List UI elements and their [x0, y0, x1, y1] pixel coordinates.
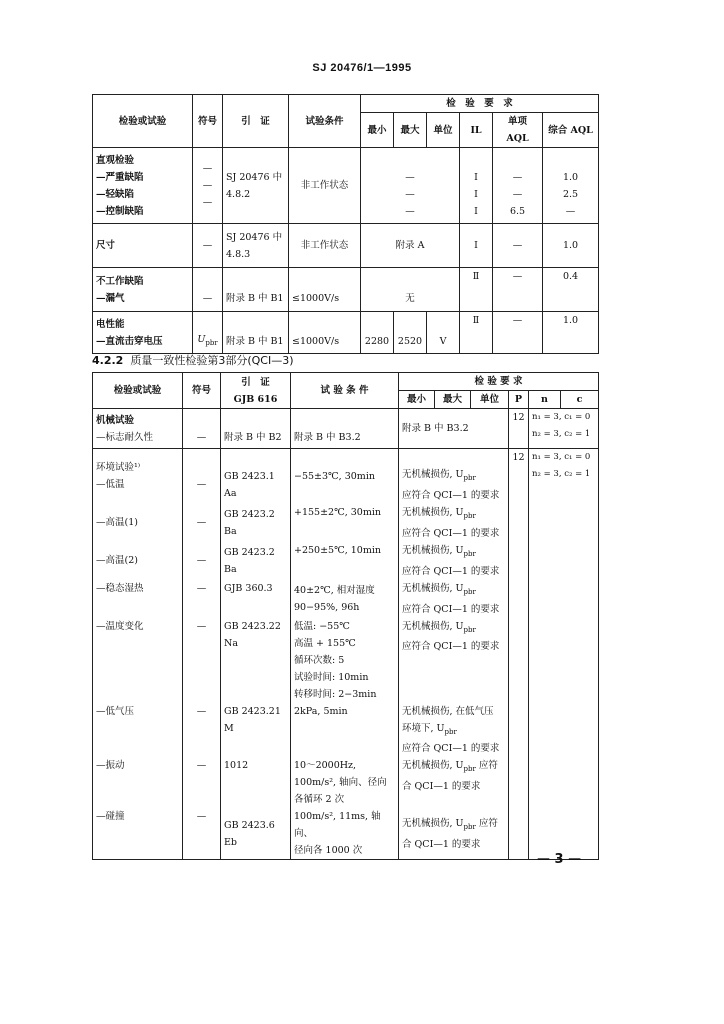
test-name-cell: 电性能 —直流击穿电压: [93, 312, 193, 354]
reference-cell: GB 2423.1 Aa: [221, 449, 291, 504]
col-header-il: IL: [460, 113, 493, 148]
symbol-cell: —: [183, 703, 221, 758]
table-row: [93, 148, 599, 224]
il-cell: I: [460, 224, 493, 268]
test-name-cell: —高温(1): [93, 504, 183, 542]
aql-single-cell: —: [493, 268, 543, 312]
col-header-aql-total: 综合 AQL: [543, 113, 599, 148]
reference-cell: 附录 B 中 B1: [223, 312, 289, 354]
section-heading: 4.2.2 质量一致性检验第3部分(QCI—3): [92, 354, 294, 367]
col-header-test: 检验或试验: [93, 373, 183, 409]
table-row: [93, 808, 599, 860]
test-name-cell: 尺寸: [93, 224, 193, 268]
requirement-cell: 无机械损伤, 在低气压 环境下, $U_{pbr}$ 应符合 QCI—1 的要求: [399, 703, 509, 758]
il-cell: Ⅱ: [460, 312, 493, 354]
table-row: [93, 703, 599, 758]
aql-total-cell: 0.4: [543, 268, 599, 312]
min-cell: 2280: [361, 312, 394, 354]
min-max-cell: 附录 A: [361, 224, 460, 268]
condition-cell: 100m/s², 11ms, 轴向、 径向各 1000 次: [291, 808, 399, 860]
col-header-ref: 引 证 GJB 616: [221, 373, 291, 409]
reference-cell: GB 2423.2 Ba: [221, 542, 291, 580]
reference-cell: GB 2423.21 M: [221, 703, 291, 758]
p-cell: 12: [509, 449, 529, 504]
col-header-unit: 单位: [471, 391, 509, 409]
reference-cell: SJ 20476 中 4.8.2: [223, 148, 289, 224]
test-name-cell: 直观检验 —严重缺陷 —轻缺陷 —控制缺陷: [93, 148, 193, 224]
symbol-cell: $U_{pbr}$: [193, 312, 223, 354]
symbol-cell: —: [183, 618, 221, 703]
symbol-cell: —: [183, 542, 221, 580]
requirement-cell: 无机械损伤, $U_{pbr}$ 应符 合 QCI—1 的要求: [399, 808, 509, 860]
min-max-cell: — — —: [361, 148, 460, 224]
condition-cell: +155±2℃, 30min: [291, 504, 399, 542]
requirement-cell: 无机械损伤, $U_{pbr}$ 应符合 QCI—1 的要求: [399, 449, 509, 504]
unit-cell: V: [427, 312, 460, 354]
condition-cell: ≤1000V/s: [289, 312, 361, 354]
col-header-max: 最大: [435, 391, 471, 409]
test-name-cell: —振动: [93, 757, 183, 808]
test-name-cell: —碰撞: [93, 808, 183, 860]
nc-cell: n₁ = 3, c₁ = 0 n₂ = 3, c₂ = 1: [529, 409, 599, 449]
reference-cell: 附录 B 中 B2: [221, 409, 291, 449]
page-number: — 3 —: [537, 852, 582, 867]
aql-total-cell: 1.0: [543, 312, 599, 354]
col-header-symbol: 符号: [193, 95, 223, 148]
max-cell: 2520: [394, 312, 427, 354]
requirement-cell: 无机械损伤, $U_{pbr}$ 应符合 QCI—1 的要求: [399, 580, 509, 618]
symbol-cell: — — —: [193, 148, 223, 224]
il-cell: Ⅱ: [460, 268, 493, 312]
test-name-cell: —温度变化: [93, 618, 183, 703]
inspection-table-1: [92, 94, 599, 354]
requirement-cell: 无机械损伤, $U_{pbr}$ 应符合 QCI—1 的要求: [399, 618, 509, 703]
reference-cell: SJ 20476 中 4.8.3: [223, 224, 289, 268]
aql-total-cell: 1.0 2.5 —: [543, 148, 599, 224]
test-name-cell: —高温(2): [93, 542, 183, 580]
col-header-max: 最大: [394, 113, 427, 148]
col-header-condition: 试 验 条 件: [291, 373, 399, 409]
requirement-cell: 附录 B 中 B3.2: [399, 409, 509, 449]
aql-single-cell: —: [493, 312, 543, 354]
condition-cell: 非工作状态: [289, 224, 361, 268]
il-cell: I I I: [460, 148, 493, 224]
test-name-cell: 机械试验 —标志耐久性: [93, 409, 183, 449]
symbol-cell: —: [183, 449, 221, 504]
table-row: [93, 580, 599, 618]
requirement-cell: 无机械损伤, $U_{pbr}$ 应符合 QCI—1 的要求: [399, 542, 509, 580]
aql-single-cell: — — 6.5: [493, 148, 543, 224]
test-name-cell: 环境试验¹⁾ —低温: [93, 449, 183, 504]
symbol-cell: —: [193, 268, 223, 312]
reference-cell: GB 2423.6 Eb: [221, 808, 291, 860]
table-row: [93, 757, 599, 808]
test-name-cell: —低气压: [93, 703, 183, 758]
aql-single-cell: —: [493, 224, 543, 268]
condition-cell: 非工作状态: [289, 148, 361, 224]
symbol-cell: —: [183, 409, 221, 449]
requirement-cell: 无机械损伤, $U_{pbr}$ 应符 合 QCI—1 的要求: [399, 757, 509, 808]
symbol-cell: —: [183, 808, 221, 860]
condition-cell: 附录 B 中 B3.2: [291, 409, 399, 449]
condition-cell: 低温: −55℃ 高温 + 155℃ 循环次数: 5 试验时间: 10min 转移时间: 2−3min: [291, 618, 399, 703]
col-header-condition: 试验条件: [289, 95, 361, 148]
condition-cell: 2kPa, 5min: [291, 703, 399, 758]
col-header-ref: 引 证: [223, 95, 289, 148]
col-header-n: n: [529, 391, 561, 409]
col-header-unit: 单位: [427, 113, 460, 148]
symbol-cell: —: [193, 224, 223, 268]
p-cell: 12: [509, 409, 529, 449]
requirement-cell: 无机械损伤, $U_{pbr}$ 应符合 QCI—1 的要求: [399, 504, 509, 542]
condition-cell: +250±5℃, 10min: [291, 542, 399, 580]
col-header-p: P: [509, 391, 529, 409]
table-row: [93, 268, 599, 312]
table-row: [93, 542, 599, 580]
col-header-symbol: 符号: [183, 373, 221, 409]
col-header-aql-single: 单项 AQL: [493, 113, 543, 148]
symbol-cell: —: [183, 504, 221, 542]
col-header-test: 检验或试验: [93, 95, 193, 148]
condition-cell: 40±2℃, 相对湿度 90−95%, 96h: [291, 580, 399, 618]
table-row: [93, 224, 599, 268]
reference-cell: GB 2423.2 Ba: [221, 504, 291, 542]
test-name-cell: —稳态湿热: [93, 580, 183, 618]
reference-cell: GJB 360.3: [221, 580, 291, 618]
condition-cell: ≤1000V/s: [289, 268, 361, 312]
reference-cell: 附录 B 中 B1: [223, 268, 289, 312]
min-max-cell: 无: [361, 268, 460, 312]
nc-cell: n₁ = 3, c₁ = 0 n₂ = 3, c₂ = 1: [529, 449, 599, 504]
table-row: [93, 312, 599, 354]
table-row: [93, 618, 599, 703]
condition-cell: 10～2000Hz, 100m/s², 轴向、径向 各循环 2 次: [291, 757, 399, 808]
table-row: [93, 449, 599, 504]
symbol-cell: —: [183, 580, 221, 618]
table-row: [93, 504, 599, 542]
col-header-min: 最小: [399, 391, 435, 409]
col-header-min: 最小: [361, 113, 394, 148]
reference-cell: 1012: [221, 757, 291, 808]
test-name-cell: 不工作缺陷 —漏气: [93, 268, 193, 312]
document-header: SJ 20476/1—1995: [312, 62, 412, 74]
col-header-c: c: [561, 391, 599, 409]
inspection-table-2: [92, 372, 599, 860]
condition-cell: −55±3℃, 30min: [291, 449, 399, 504]
symbol-cell: —: [183, 757, 221, 808]
reference-cell: GB 2423.22 Na: [221, 618, 291, 703]
table-row: [93, 409, 599, 449]
col-header-requirements: 检 验 要 求: [399, 373, 599, 391]
aql-total-cell: 1.0: [543, 224, 599, 268]
col-header-requirements: 检 验 要 求: [361, 95, 599, 113]
